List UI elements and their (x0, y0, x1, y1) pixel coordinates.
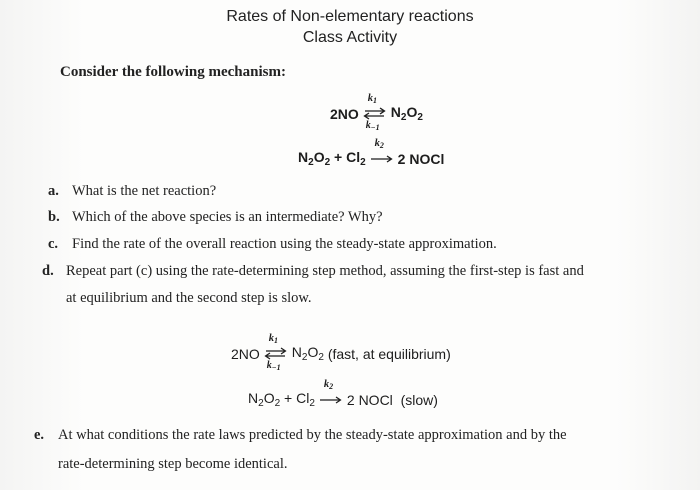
question-d: d. Repeat part (c) using the rate-determining step method, assuming the first-step is fast and (42, 263, 584, 279)
document-subtitle: Class Activity (302, 29, 398, 46)
step-note-fast: (fast, at equilibrium) (323, 345, 451, 362)
step-note-slow: (slow) (392, 391, 438, 408)
rate-constant-k1: k1 (367, 92, 378, 105)
question-e: e. At what conditions the rate laws predicted by the steady-state approximation and by the (34, 427, 567, 443)
reactants-n2o2-cl2: $N_2O_2 + Cl_2$ (298, 149, 366, 168)
forward-arrow (369, 137, 395, 167)
mechanism1-step1 (330, 92, 423, 132)
question-c: c. Find the rate of the overall reaction using the steady-state approximation. (48, 236, 497, 252)
mechanism2-step1 (231, 332, 451, 372)
product-nocl: 2 NOCl (397, 150, 445, 167)
mechanism1-step2 (298, 137, 445, 168)
intro-text: Consider the following mechanism: (60, 64, 286, 80)
mechanism2-step2 (248, 378, 438, 409)
document-title: Rates of Non-elementary reactions (226, 8, 474, 25)
question-a: a. What is the net reaction? (48, 183, 217, 199)
reactants-n2o2-cl2: $N_2O_2 + Cl_2$ (248, 390, 315, 409)
right-arrow-icon (369, 151, 395, 167)
rate-constant-k-1: $k_{-1}$ (365, 119, 380, 132)
product-n2o2: $N_2O_2$ (291, 344, 324, 363)
question-b: b. Which of the above species is an intermediate? Why? (48, 209, 383, 225)
rate-constant-k2: k2 (374, 137, 384, 150)
rate-constant-k2: k2 (323, 378, 334, 391)
equilibrium-arrow (362, 92, 388, 132)
reactant-2no: 2NO (231, 345, 260, 362)
rate-constant-k-1: $k_{-1}$ (266, 359, 281, 372)
rate-constant-k1: k1 (268, 332, 279, 345)
product-nocl: 2 NOCl (346, 391, 393, 408)
product-n2o2: $N_2O_2$ (390, 104, 423, 123)
question-e-continuation: rate-determining step become identical. (58, 456, 288, 472)
forward-arrow (318, 378, 344, 408)
question-d-continuation: at equilibrium and the second step is slow. (66, 290, 312, 306)
equilibrium-arrow (263, 332, 289, 372)
right-arrow-icon (318, 392, 344, 408)
reactant-2no: 2NO (330, 105, 359, 122)
